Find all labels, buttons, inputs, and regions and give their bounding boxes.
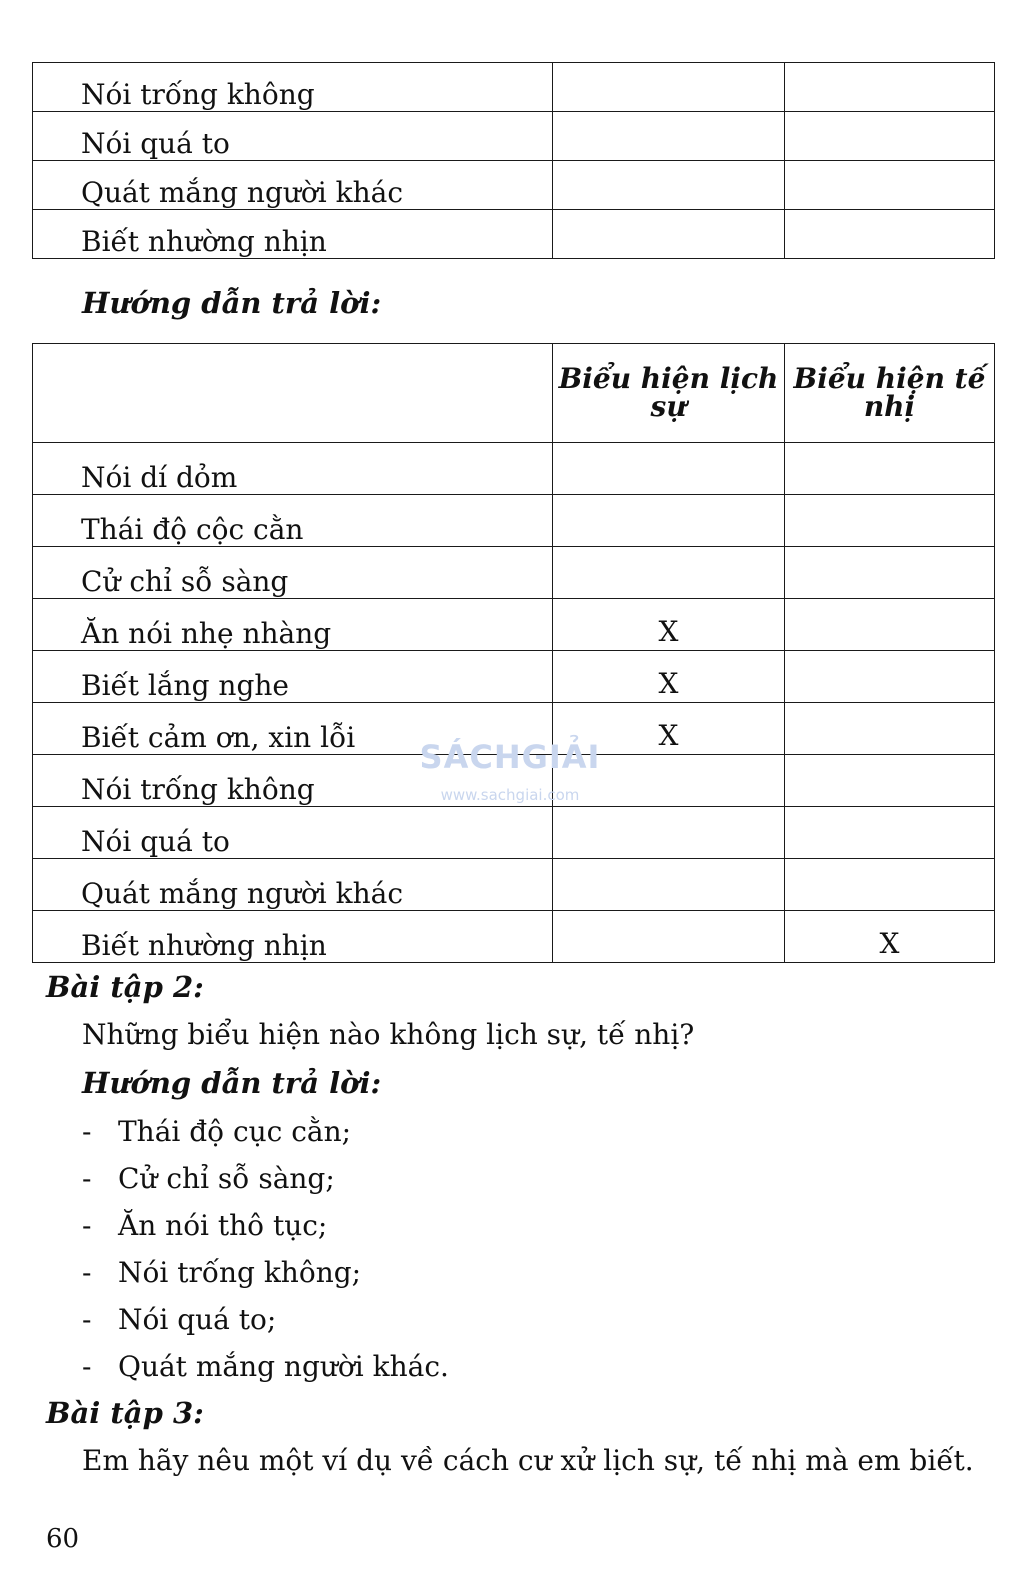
row-label: Ăn nói nhẹ nhàng — [33, 599, 553, 651]
header-empty-cell — [33, 344, 553, 443]
te-nhi-mark — [785, 547, 995, 599]
answer-table — [32, 343, 995, 963]
te-nhi-mark — [785, 651, 995, 703]
header-lich-su: Biểu hiện lịch sự — [553, 344, 785, 443]
table-row — [33, 703, 995, 755]
list-item: - Cử chỉ sỗ sàng; — [82, 1159, 449, 1206]
answer-list — [82, 1112, 449, 1394]
lich-su-mark — [553, 911, 785, 963]
header-te-nhi: Biểu hiện tế nhị — [785, 344, 995, 443]
lich-su-mark: X — [553, 651, 785, 703]
row-label: Quát mắng người khác — [33, 859, 553, 911]
empty-cell — [785, 63, 995, 112]
list-item: - Ăn nói thô tục; — [82, 1206, 449, 1253]
list-item-text: Quát mắng người khác. — [118, 1350, 449, 1383]
list-item-text: Nói trống không; — [118, 1256, 362, 1289]
row-label: Nói quá to — [33, 807, 553, 859]
list-item-text: Thái độ cục cằn; — [118, 1115, 352, 1148]
list-item-text: Cử chỉ sỗ sàng; — [118, 1162, 335, 1195]
list-item: - Nói quá to; — [82, 1300, 449, 1347]
table-row — [33, 210, 995, 259]
list-item-text: Nói quá to; — [118, 1303, 277, 1336]
table-row — [33, 807, 995, 859]
te-nhi-mark — [785, 755, 995, 807]
lich-su-mark: X — [553, 599, 785, 651]
te-nhi-mark — [785, 599, 995, 651]
table-row — [33, 599, 995, 651]
empty-cell — [553, 63, 785, 112]
table-row — [33, 63, 995, 112]
table-row — [33, 495, 995, 547]
row-label: Thái độ cộc cằn — [33, 495, 553, 547]
row-label: Biết lắng nghe — [33, 651, 553, 703]
table-row — [33, 161, 995, 210]
list-item-text: Ăn nói thô tục; — [118, 1209, 328, 1242]
row-label: Biết nhường nhịn — [33, 210, 553, 259]
empty-cell — [553, 210, 785, 259]
te-nhi-mark — [785, 807, 995, 859]
table-row — [33, 859, 995, 911]
row-label: Nói trống không — [33, 63, 553, 112]
te-nhi-mark — [785, 703, 995, 755]
lich-su-mark — [553, 443, 785, 495]
exercise-table-continued — [32, 62, 995, 259]
te-nhi-mark — [785, 859, 995, 911]
empty-cell — [553, 161, 785, 210]
te-nhi-mark — [785, 495, 995, 547]
row-label: Biết nhường nhịn — [33, 911, 553, 963]
answer-heading: Hướng dẫn trả lời: — [82, 286, 382, 320]
list-item: - Nói trống không; — [82, 1253, 449, 1300]
row-label: Nói trống không — [33, 755, 553, 807]
list-item: - Quát mắng người khác. — [82, 1347, 449, 1394]
exercise-3-question: Em hãy nêu một ví dụ về cách cư xử lịch sự, tế nhị mà em biết. — [82, 1444, 974, 1477]
lich-su-mark — [553, 495, 785, 547]
lich-su-mark: X — [553, 703, 785, 755]
empty-cell — [553, 112, 785, 161]
lich-su-mark — [553, 755, 785, 807]
empty-cell — [785, 210, 995, 259]
list-item: - Thái độ cục cằn; — [82, 1112, 449, 1159]
row-label: Biết cảm ơn, xin lỗi — [33, 703, 553, 755]
table-header-row — [33, 344, 995, 443]
table-row — [33, 651, 995, 703]
exercise-2-question: Những biểu hiện nào không lịch sự, tế nhị? — [82, 1018, 695, 1051]
watermark-logo: SÁCHGIẢI — [419, 738, 601, 776]
te-nhi-mark: X — [785, 911, 995, 963]
row-label: Nói dí dỏm — [33, 443, 553, 495]
page-number: 60 — [46, 1524, 80, 1554]
lich-su-mark — [553, 547, 785, 599]
te-nhi-mark — [785, 443, 995, 495]
table-row — [33, 112, 995, 161]
empty-cell — [785, 161, 995, 210]
exercise-2-answer-heading: Hướng dẫn trả lời: — [82, 1066, 382, 1100]
table-row — [33, 911, 995, 963]
row-label: Nói quá to — [33, 112, 553, 161]
empty-cell — [785, 112, 995, 161]
table-row — [33, 443, 995, 495]
exercise-2-title: Bài tập 2: — [46, 970, 204, 1004]
lich-su-mark — [553, 807, 785, 859]
row-label: Cử chỉ sỗ sàng — [33, 547, 553, 599]
exercise-3-title: Bài tập 3: — [46, 1396, 204, 1430]
table-row — [33, 547, 995, 599]
watermark-url: www.sachgiai.com — [440, 786, 580, 804]
table-row — [33, 755, 995, 807]
row-label: Quát mắng người khác — [33, 161, 553, 210]
lich-su-mark — [553, 859, 785, 911]
